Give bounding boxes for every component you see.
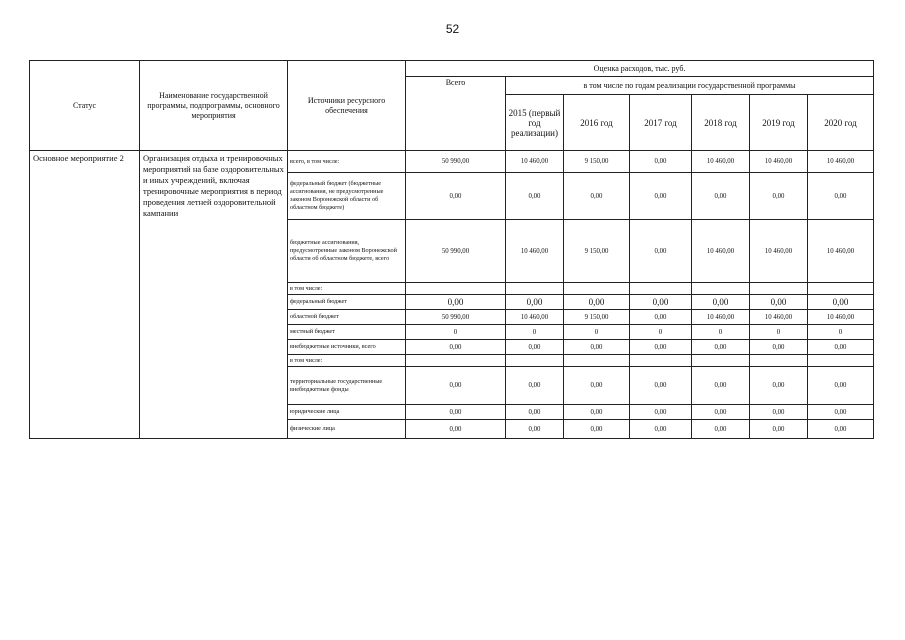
value-cell: 0,00: [750, 367, 808, 405]
value-cell: [750, 283, 808, 295]
source-cell: территориальные государственные внебюджетные фонды: [288, 367, 406, 405]
value-cell: 10 460,00: [506, 151, 564, 173]
value-cell: 0,00: [564, 173, 630, 220]
header-sources: Источники ресурсного обеспечения: [288, 61, 406, 151]
value-cell: 10 460,00: [808, 310, 874, 325]
value-cell: 0,00: [808, 405, 874, 420]
source-cell: бюджетные ассигнования, предусмотренные законом Воронежской области об областном бюджете, всего: [288, 220, 406, 283]
value-cell: 0: [564, 325, 630, 340]
source-cell: внебюджетные источники, всего: [288, 340, 406, 355]
value-cell: 0,00: [808, 173, 874, 220]
value-cell: 0: [506, 325, 564, 340]
value-cell: 10 460,00: [750, 220, 808, 283]
status-cell: Основное мероприятие 2: [30, 151, 140, 439]
program-cell: Организация отдыха и тренировочных мероприятий на базе оздоровительных и иных учреждений, включая тренировочные мероприятия в период проведения летней оздоровительной кампании: [140, 151, 288, 439]
value-cell: 0,00: [506, 340, 564, 355]
source-cell: в том числе:: [288, 283, 406, 295]
value-cell: 50 990,00: [406, 310, 506, 325]
budget-table: [29, 60, 874, 439]
value-cell: 0,00: [406, 420, 506, 439]
source-cell: всего, в том числе:: [288, 151, 406, 173]
value-cell: 10 460,00: [506, 220, 564, 283]
value-cell: 0,00: [506, 367, 564, 405]
value-cell: 0,00: [692, 420, 750, 439]
value-cell: [406, 355, 506, 367]
value-cell: 0,00: [630, 340, 692, 355]
value-cell: 0,00: [564, 420, 630, 439]
value-cell: [506, 283, 564, 295]
value-cell: 50 990,00: [406, 220, 506, 283]
source-cell: физические лица: [288, 420, 406, 439]
value-cell: 0,00: [692, 340, 750, 355]
value-cell: [406, 283, 506, 295]
value-cell: 0: [750, 325, 808, 340]
value-cell: 0,00: [630, 405, 692, 420]
value-cell: [808, 355, 874, 367]
table-row: [30, 151, 874, 173]
value-cell: 0,00: [506, 295, 564, 310]
header-year-2017: 2017 год: [630, 95, 692, 151]
value-cell: 10 460,00: [808, 220, 874, 283]
value-cell: 9 150,00: [564, 310, 630, 325]
value-cell: 0,00: [630, 420, 692, 439]
value-cell: 0: [630, 325, 692, 340]
value-cell: 0,00: [750, 340, 808, 355]
header-year-2015: 2015 (первый год реализации): [506, 95, 564, 151]
value-cell: 0,00: [692, 405, 750, 420]
value-cell: 10 460,00: [808, 151, 874, 173]
value-cell: 0,00: [406, 173, 506, 220]
value-cell: 0: [808, 325, 874, 340]
header-status: Статус: [30, 61, 140, 151]
value-cell: [692, 355, 750, 367]
header-program: Наименование государственной программы, подпрограммы, основного мероприятия: [140, 61, 288, 151]
value-cell: 0,00: [506, 173, 564, 220]
value-cell: [630, 355, 692, 367]
value-cell: 0,00: [406, 367, 506, 405]
source-cell: федеральный бюджет (бюджетные ассигнования, не предусмотренные законом Воронежской области об областном бюджете): [288, 173, 406, 220]
value-cell: 0,00: [506, 405, 564, 420]
header-by-years: в том числе по годам реализации государственной программы: [506, 77, 874, 95]
value-cell: 0,00: [506, 420, 564, 439]
value-cell: 0: [406, 325, 506, 340]
value-cell: 0,00: [750, 420, 808, 439]
value-cell: 0,00: [750, 173, 808, 220]
header-year-2016: 2016 год: [564, 95, 630, 151]
value-cell: 0,00: [808, 295, 874, 310]
value-cell: 10 460,00: [692, 220, 750, 283]
value-cell: 0,00: [692, 173, 750, 220]
value-cell: [750, 355, 808, 367]
value-cell: 0,00: [406, 340, 506, 355]
value-cell: 0: [692, 325, 750, 340]
value-cell: 0,00: [750, 295, 808, 310]
value-cell: 50 990,00: [406, 151, 506, 173]
value-cell: 0,00: [564, 405, 630, 420]
source-cell: юридические лица: [288, 405, 406, 420]
value-cell: [692, 283, 750, 295]
value-cell: 0,00: [406, 295, 506, 310]
value-cell: 0,00: [630, 367, 692, 405]
value-cell: [630, 283, 692, 295]
value-cell: 0,00: [692, 295, 750, 310]
value-cell: 10 460,00: [692, 310, 750, 325]
value-cell: 10 460,00: [692, 151, 750, 173]
value-cell: 0,00: [564, 367, 630, 405]
value-cell: 0,00: [564, 295, 630, 310]
value-cell: [564, 283, 630, 295]
value-cell: 0,00: [630, 295, 692, 310]
source-cell: местный бюджет: [288, 325, 406, 340]
value-cell: 0,00: [808, 340, 874, 355]
header-estimate: Оценка расходов, тыс. руб.: [406, 61, 874, 77]
value-cell: 0,00: [630, 220, 692, 283]
source-cell: областной бюджет: [288, 310, 406, 325]
value-cell: 9 150,00: [564, 220, 630, 283]
value-cell: [506, 355, 564, 367]
value-cell: 0,00: [692, 367, 750, 405]
value-cell: [564, 355, 630, 367]
value-cell: [808, 283, 874, 295]
value-cell: 9 150,00: [564, 151, 630, 173]
page-number: 52: [445, 22, 460, 36]
value-cell: 0,00: [564, 340, 630, 355]
value-cell: 10 460,00: [750, 310, 808, 325]
value-cell: 0,00: [808, 420, 874, 439]
header-year-2018: 2018 год: [692, 95, 750, 151]
value-cell: 0,00: [750, 405, 808, 420]
value-cell: 0,00: [406, 405, 506, 420]
value-cell: 0,00: [808, 367, 874, 405]
value-cell: 0,00: [630, 151, 692, 173]
value-cell: 0,00: [630, 173, 692, 220]
source-cell: в том числе:: [288, 355, 406, 367]
header-total: Всего: [406, 77, 506, 151]
source-cell: федеральный бюджет: [288, 295, 406, 310]
value-cell: 10 460,00: [750, 151, 808, 173]
value-cell: 10 460,00: [506, 310, 564, 325]
value-cell: 0,00: [630, 310, 692, 325]
header-year-2020: 2020 год: [808, 95, 874, 151]
header-year-2019: 2019 год: [750, 95, 808, 151]
